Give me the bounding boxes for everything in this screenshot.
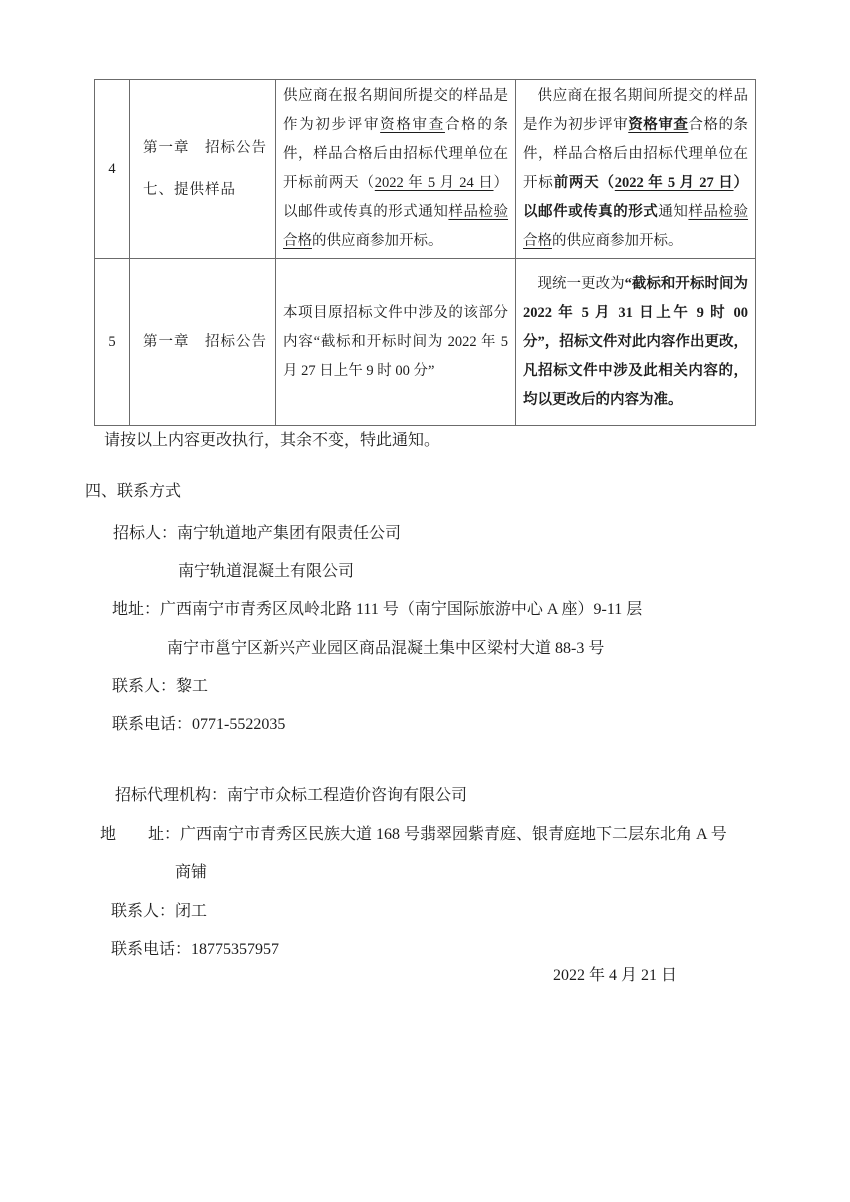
phone-label: 联系电话： xyxy=(112,716,193,733)
original-content-text: 供应商在报名期间所提交的样品是作为初步评审资格审查合格的条件，样品合格后由招标代理单位在开标前两天（2022 年 5 月 24 日）以邮件或传真的形式通知样品检验合格的供应商参加开标。 xyxy=(283,88,509,249)
section-cell xyxy=(130,80,276,259)
tenderer-name-2: 南宁轨道混凝土有限公司 xyxy=(178,563,355,580)
agency-address-label: 地 址： xyxy=(100,826,181,843)
agency-address-line xyxy=(100,824,727,845)
row-number: 4 xyxy=(95,80,130,259)
phone-value: 0771-5522035 xyxy=(192,716,286,733)
agency-phone-label: 联系电话： xyxy=(111,941,192,958)
notice-line: 请按以上内容更改执行，其余不变，特此通知。 xyxy=(104,432,441,449)
contact-section-heading: 四、联系方式 xyxy=(85,483,182,500)
tenderer-address-line xyxy=(112,599,642,620)
section-line: 第一章 招标公告 xyxy=(143,140,267,156)
tenderer-phone-line xyxy=(112,714,285,735)
agency-line xyxy=(115,785,467,806)
original-content-cell xyxy=(276,80,516,259)
agency-address-2: 商铺 xyxy=(175,864,208,881)
agency-phone-value: 18775357957 xyxy=(191,941,280,958)
changed-content-text: 供应商在报名期间所提交的样品是作为初步评审资格审查合格的条件，样品合格后由招标代理单位在开标前两天（2022 年 5 月 27 日）以邮件或传真的形式通知样品检验合格的供应商参加开标。 xyxy=(523,88,749,249)
agency-phone-line xyxy=(111,939,279,960)
tenderer-line xyxy=(113,523,401,544)
agency-contact-line xyxy=(111,901,207,922)
table-row-5 xyxy=(95,259,756,426)
address-label: 地址： xyxy=(112,601,161,618)
agency-label: 招标代理机构： xyxy=(115,787,228,804)
contact-name: 黎工 xyxy=(176,678,209,695)
agency-contact-label: 联系人： xyxy=(111,903,176,920)
agency-address-value: 广西南宁市青秀区民族大道 168 号翡翠园紫青庭、银青庭地下二层东北角 A 号 xyxy=(180,826,727,843)
tenderer-contact-line xyxy=(112,676,208,697)
section-line: 第一章 招标公告 xyxy=(143,334,267,350)
tenderer-label: 招标人： xyxy=(113,525,178,542)
section-line: 七、提供样品 xyxy=(143,182,236,198)
contact-label: 联系人： xyxy=(112,678,177,695)
tenderer-name: 南宁轨道地产集团有限责任公司 xyxy=(177,525,402,542)
row-number: 5 xyxy=(95,259,130,426)
tenderer-address-2: 南宁市邕宁区新兴产业园区商品混凝土集中区梁村大道 88-3 号 xyxy=(167,640,605,657)
original-content-text: 本项目原招标文件中涉及的该部分内容“截标和开标时间为 2022 年 5 月 27 日上午 9 时 00 分” xyxy=(283,304,508,379)
changed-content-cell xyxy=(516,80,756,259)
section-cell xyxy=(130,259,276,426)
table-row-4 xyxy=(95,80,756,259)
agency-contact-name: 闭工 xyxy=(175,903,208,920)
document-date: 2022 年 4 月 21 日 xyxy=(553,967,678,984)
changed-content-cell xyxy=(516,259,756,426)
agency-name: 南宁市众标工程造价咨询有限公司 xyxy=(227,787,468,804)
amendment-table xyxy=(94,79,756,426)
address-value: 广西南宁市青秀区凤岭北路 111 号（南宁国际旅游中心 A 座）9-11 层 xyxy=(160,601,643,618)
original-content-cell xyxy=(276,259,516,426)
changed-content-text: 现统一更改为“截标和开标时间为 2022 年 5 月 31 日上午 9 时 00 分”，招标文件对此内容作出更改，凡招标文件中涉及此相关内容的，均以更改后的内容为准。 xyxy=(523,275,749,408)
